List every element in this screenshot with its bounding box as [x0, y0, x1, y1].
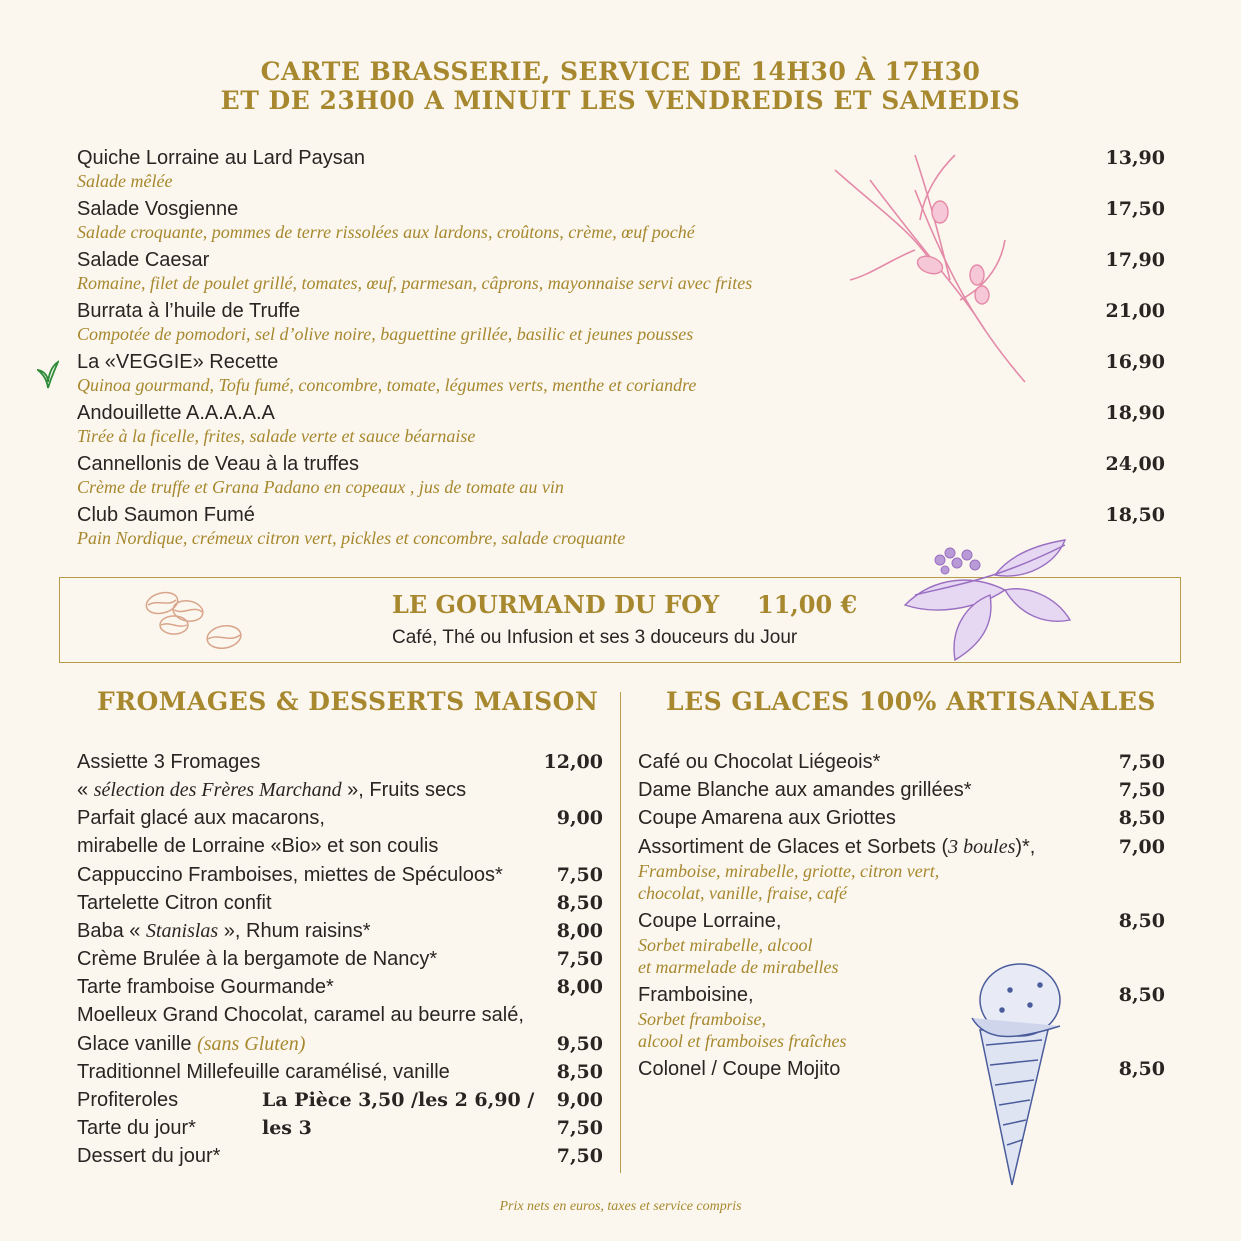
- dessert-item: [77, 1114, 196, 1142]
- item-price: 13,90: [1105, 147, 1165, 169]
- item-description: Pain Nordique, crémeux citron vert, pickles et concombre, salade croquante: [77, 528, 626, 548]
- item-name: Quiche Lorraine au Lard Paysan: [77, 147, 365, 169]
- dessert-item: [77, 804, 325, 832]
- dessert-item: [77, 917, 370, 945]
- glace-price: 8,50: [1118, 807, 1165, 829]
- glace-price: 7,50: [1118, 779, 1165, 801]
- dessert-name: Tartelette Citron confit: [77, 892, 272, 914]
- glace-name: Café ou Chocolat Liégeois*: [638, 751, 881, 773]
- dessert-item: [77, 1001, 524, 1029]
- dessert-name: Crème Brulée à la bergamote de Nancy*: [77, 948, 438, 970]
- item-description: Compotée de pomodori, sel d’olive noire, baguettine grillée, basilic et jeunes pousses: [77, 324, 694, 344]
- dessert-item: [77, 889, 272, 917]
- dessert-price: 9,00: [556, 1089, 603, 1111]
- item-name: Burrata à l’huile de Truffe: [77, 300, 301, 322]
- glace-name-italic: 3 boules: [948, 836, 1016, 858]
- dessert-name: Tarte framboise Gourmande*: [77, 976, 334, 998]
- dessert-text-italic: sélection des Frères Marchand: [93, 779, 342, 801]
- dessert-text: Glace vanille: [77, 1033, 198, 1055]
- dessert-item: [77, 973, 334, 1001]
- glace-description: alcool et framboises fraîches: [638, 1031, 847, 1051]
- glace-name-text: Assortiment de Glaces et Sorbets (: [638, 836, 949, 858]
- dessert-item: [77, 1086, 178, 1114]
- item-name: Club Saumon Fumé: [77, 504, 255, 526]
- menu-item: [77, 299, 1165, 345]
- dessert-name: Moelleux Grand Chocolat, caramel au beurre salé,: [77, 1004, 524, 1026]
- dessert-name: Dessert du jour*: [77, 1145, 221, 1167]
- gourmand-description: Café, Thé ou Infusion et ses 3 douceurs du Jour: [392, 627, 798, 648]
- dessert-text: «: [77, 779, 94, 801]
- glace-description: Framboise, mirabelle, griotte, citron vert,: [638, 861, 940, 881]
- dessert-name: Cappuccino Framboises, miettes de Spéculoos*: [77, 864, 503, 886]
- gourmand-price: 11,00 €: [757, 590, 858, 619]
- dessert-price: 8,50: [556, 892, 603, 914]
- dessert-text: », Fruits secs: [341, 779, 467, 801]
- menu-item: [77, 350, 1165, 396]
- item-price: 21,00: [1105, 300, 1165, 322]
- item-description: Romaine, filet de poulet grillé, tomates, œuf, parmesan, câprons, mayonnaise servi avec frites: [77, 273, 753, 293]
- item-name: Cannellonis de Veau à la truffes: [77, 453, 360, 475]
- item-price: 18,50: [1105, 504, 1165, 526]
- dessert-price: 7,50: [556, 948, 603, 970]
- menu-item: [77, 146, 1165, 192]
- dessert-text: mirabelle de Lorraine «Bio» et son coulis: [77, 835, 439, 857]
- item-name: La «VEGGIE» Recette: [77, 351, 279, 373]
- glaces-title: LES GLACES 100% ARTISANALES: [666, 687, 1156, 716]
- dessert-item: [77, 832, 438, 860]
- dessert-text: Baba «: [77, 920, 146, 942]
- dessert-name: Traditionnel Millefeuille caramélisé, vanille: [77, 1061, 450, 1083]
- menu-item: [77, 248, 1165, 294]
- gourmand-title: LE GOURMAND DU FOY: [392, 590, 720, 619]
- glace-price: 8,50: [1118, 910, 1165, 932]
- header-line-2: ET DE 23H00 A MINUIT LES VENDREDIS ET SAMEDIS: [220, 86, 1021, 115]
- item-price: 16,90: [1105, 351, 1165, 373]
- dessert-text-italic: Stanislas: [145, 920, 219, 942]
- dessert-price: 8,00: [556, 976, 603, 998]
- item-description: Tirée à la ficelle, frites, salade verte et sauce béarnaise: [77, 426, 476, 446]
- glace-description: Sorbet framboise,: [638, 1009, 766, 1029]
- dessert-price: 12,00: [543, 751, 603, 773]
- dessert-item: [77, 861, 503, 889]
- dessert-price: 9,00: [556, 807, 603, 829]
- glace-name: [638, 833, 1035, 861]
- dessert-item: [77, 776, 466, 804]
- item-name: Andouillette A.A.A.A.A: [77, 402, 275, 424]
- glace-name: Framboisine,: [638, 984, 754, 1006]
- glace-description: et marmelade de mirabelles: [638, 957, 839, 977]
- dessert-item: [77, 1030, 305, 1058]
- item-name: Salade Caesar: [77, 249, 210, 271]
- item-description: Crème de truffe et Grana Padano en copeaux , jus de tomate au vin: [77, 477, 564, 497]
- ice-cream-cone-illustration: [950, 960, 1070, 1190]
- dessert-price: 7,50: [556, 1117, 603, 1139]
- glace-price: 7,00: [1118, 836, 1165, 858]
- dessert-price: 9,50: [556, 1033, 603, 1055]
- dessert-name: Tarte du jour*: [77, 1117, 196, 1139]
- profiteroles-detail: La Pièce 3,50 /les 2 6,90 / les 3: [262, 1089, 535, 1139]
- header-line-1: CARTE BRASSERIE, SERVICE DE 14H30 À 17H30: [260, 57, 981, 86]
- item-price: 17,50: [1105, 198, 1165, 220]
- gluten-free-note: (sans Gluten): [197, 1033, 306, 1055]
- item-name: Salade Vosgienne: [77, 198, 239, 220]
- menu-item: [77, 197, 1165, 243]
- menu-item: [77, 452, 1165, 498]
- coffee-beans-illustration: [140, 585, 250, 655]
- footer-note: Prix nets en euros, taxes et service compris: [499, 1199, 742, 1214]
- glace-price: 7,50: [1118, 751, 1165, 773]
- item-description: Salade croquante, pommes de terre rissolées aux lardons, croûtons, crème, œuf poché: [77, 222, 695, 242]
- coffee-plant-illustration: [895, 535, 1075, 665]
- menu-item: [77, 401, 1165, 447]
- dessert-price: 7,50: [556, 1145, 603, 1167]
- item-price: 24,00: [1105, 453, 1165, 475]
- glace-price: 8,50: [1118, 1058, 1165, 1080]
- item-description: Quinoa gourmand, Tofu fumé, concombre, tomate, légumes verts, menthe et coriandre: [77, 375, 697, 395]
- dessert-item: [77, 748, 260, 776]
- glace-name: Coupe Amarena aux Griottes: [638, 807, 896, 829]
- dessert-name: Profiteroles: [77, 1089, 179, 1111]
- glace-name: Coupe Lorraine,: [638, 910, 782, 932]
- dessert-text: », Rhum raisins*: [218, 920, 371, 942]
- dessert-item: [77, 1058, 450, 1086]
- dessert-price: 7,50: [556, 864, 603, 886]
- dessert-item: [77, 1142, 220, 1170]
- glace-name-text: )*,: [1015, 836, 1036, 858]
- dessert-price: 8,50: [556, 1061, 603, 1083]
- desserts-title: FROMAGES & DESSERTS MAISON: [97, 687, 599, 716]
- dessert-price: 8,00: [556, 920, 603, 942]
- dessert-item: [77, 945, 437, 973]
- glace-price: 8,50: [1118, 984, 1165, 1006]
- glace-description: Sorbet mirabelle, alcool: [638, 935, 813, 955]
- dessert-name: Assiette 3 Fromages: [77, 751, 261, 773]
- item-price: 18,90: [1105, 402, 1165, 424]
- glace-name: Dame Blanche aux amandes grillées*: [638, 779, 972, 801]
- dessert-name: Parfait glacé aux macarons,: [77, 807, 325, 829]
- glace-name: Colonel / Coupe Mojito: [638, 1058, 841, 1080]
- item-description: Salade mêlée: [77, 171, 173, 191]
- column-divider: [620, 692, 621, 1173]
- veggie-leaf-icon: [37, 360, 59, 390]
- glace-description: chocolat, vanille, fraise, café: [638, 883, 847, 903]
- item-price: 17,90: [1105, 249, 1165, 271]
